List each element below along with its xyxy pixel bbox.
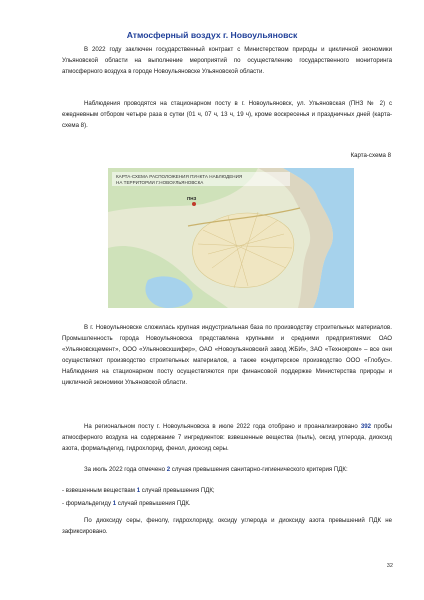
samples-text-b: пробы атмосферного воздуха на содержание 7 ингредиентов: взвешенные вещества (пыль), оксид углерода, диоксид азота, формальдегид, гидрохлорид, фенол, диоксид серы.	[62, 423, 392, 452]
paragraph-observations: Наблюдения проводятся на стационарном посту в г. Новоульяновск, ул. Ульяновская (ПНЗ № 2) с ежедневным отбором четыре раза в сутки (01 ч, 07 ч, 13 ч, 19 ч), кроме воскресенья и праздничных дней (карта-схема 8).	[62, 100, 392, 129]
page-number: 32	[386, 563, 393, 569]
paragraph-exceedances	[62, 464, 392, 475]
paragraph-no-exceedances: По диоксиду серы, фенолу, гидрохлориду, оксиду углерода и диоксиду азота превышений ПДК не зафиксировано.	[62, 517, 392, 535]
list-item-suspended-text-a: - взвешенным веществам	[62, 487, 137, 494]
observation-post-marker	[192, 202, 196, 206]
list-item-formaldehyde-count: 1	[112, 500, 117, 507]
list-item-suspended-count: 1	[136, 487, 141, 494]
list-item-suspended-text-b: случай превышения ПДК;	[140, 487, 215, 494]
samples-text-a: На региональном посту г. Новоульяновска в июле 2022 года отобрано и проанализировано	[84, 423, 361, 430]
map-scheme-image	[108, 168, 354, 308]
map-caption: Карта-схема 8	[350, 152, 391, 159]
exceedances-text-b: случая превышения санитарно-гигиенического критерия ПДК:	[170, 466, 348, 473]
map-heading-line1: КАРТА-СХЕМА РАСПОЛОЖЕНИЯ ПУНКТА НАБЛЮДЕНИЯ	[116, 174, 243, 179]
map-heading-line2: НА ТЕРРИТОРИИ Г.НОВОУЛЬЯНОВСКА	[116, 180, 204, 185]
paragraph-contract: В 2022 году заключен государственный контракт с Министерством природы и цикличной экономики Ульяновской области на выполнение мероприятий по осуществлению государственного мониторинга атмосферного воздуха в городе Новоульяновске Ульяновской области.	[62, 46, 392, 75]
list-item-formaldehyde-text-b: случай превышения ПДК.	[116, 500, 191, 507]
map-marker-label: ПНЗ	[187, 196, 197, 201]
list-item-formaldehyde-text-a: - формальдегиду	[62, 500, 113, 507]
page-title: Атмосферный воздух г. Новоульяновск	[126, 30, 298, 40]
list-item-suspended	[62, 487, 215, 494]
exceedances-count: 2	[166, 466, 171, 473]
samples-count: 392	[360, 423, 371, 430]
paragraph-industry: В г. Новоульяновске сложилась крупная индустриальная база по производству строительных материалов. Промышленность города Новоульяновска представлена крупными и средними предприятиями: ОАО «Ульяновскцемент», ООО «Ульяновскшифер», ОАО «Новоульяновский завод ЖБИ», ЗАО «Технокром» – все они осуществляют производство строительных материалов, а также кондитерское производство ООО «Глобус». Наблюдения на стационарном посту осуществляются при финансовой поддержке Министерства природы и цикличной экономики Ульяновской области.	[62, 324, 392, 386]
list-item-formaldehyde	[62, 500, 191, 507]
paragraph-samples	[62, 421, 392, 454]
exceedances-text-a: За июль 2022 года отмечено	[84, 466, 167, 473]
